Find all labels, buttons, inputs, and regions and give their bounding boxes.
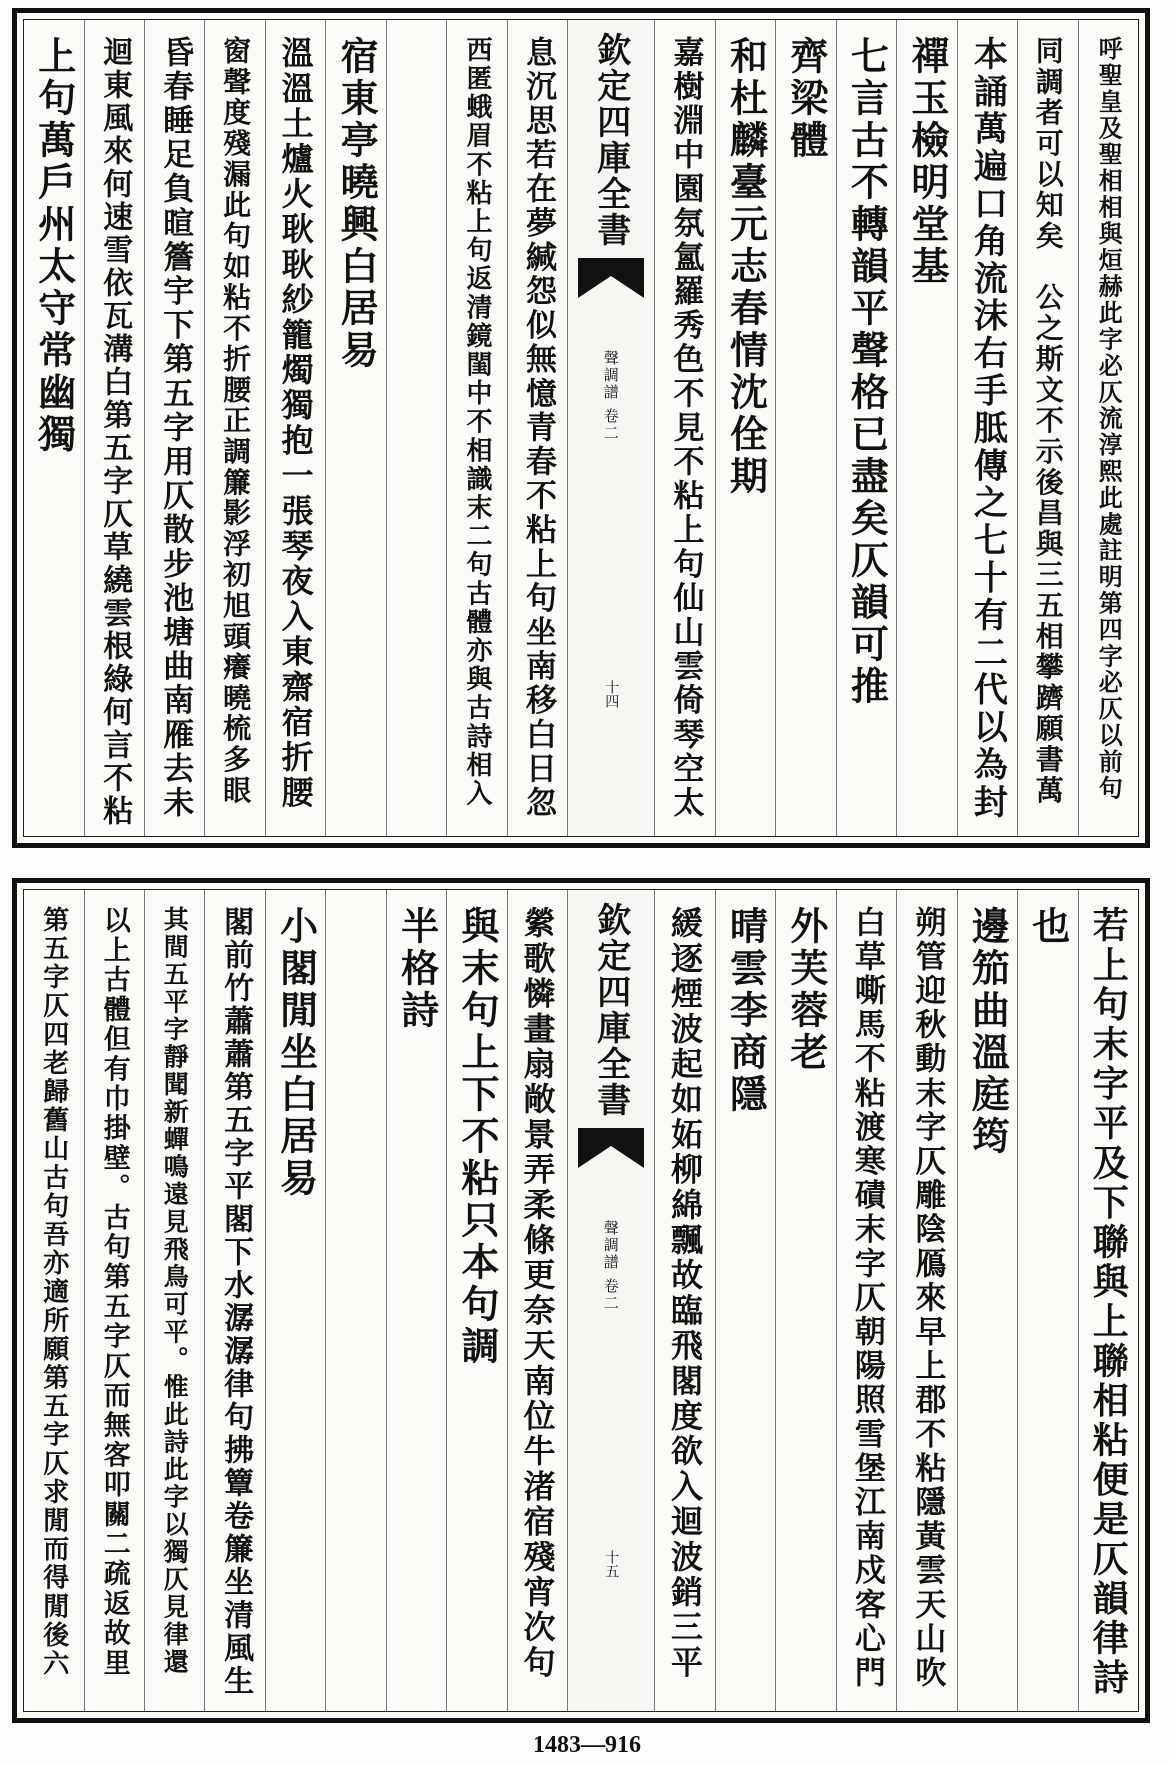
text-column bbox=[446, 890, 506, 1711]
fishtail-mark-icon bbox=[578, 258, 644, 298]
text-column bbox=[144, 20, 204, 836]
text-column bbox=[1017, 890, 1077, 1711]
column-text: 閣前竹蕭蕭第五字平閣下水潺潺律句拂簟卷簾坐清風生 bbox=[218, 906, 254, 1698]
text-column bbox=[325, 890, 385, 1711]
text-column bbox=[204, 20, 264, 836]
text-column bbox=[386, 890, 446, 1711]
column-text: 宿東亭曉興白居易 bbox=[334, 36, 380, 372]
column-text: 迴東風來何速雪依瓦溝白第五字仄草繞雲根綠何言不粘 bbox=[97, 36, 133, 828]
text-column bbox=[24, 890, 83, 1711]
column-text: 緩逐煙波起如妬柳綿飄故臨飛閣度欲入迴波銷三平 bbox=[665, 906, 704, 1681]
text-column bbox=[896, 890, 956, 1711]
text-column bbox=[957, 20, 1017, 836]
text-column bbox=[265, 20, 325, 836]
column-text: 窗聲度殘漏此句如粘不折腰正調簾影浮初旭頭癢曉梳多眼 bbox=[219, 36, 253, 806]
text-column bbox=[386, 20, 446, 836]
text-column bbox=[775, 890, 835, 1711]
column-text: 本誦萬遍口角流沫右手胝傳之七十有二代以為封 bbox=[967, 36, 1008, 822]
text-column bbox=[1078, 890, 1138, 1711]
column-text: 以上古體但有巾掛壁。古句第五字仄而無客叩關二疏返故里 bbox=[98, 906, 130, 1679]
volume-label: 聲調譜 卷二 bbox=[601, 350, 620, 442]
text-column bbox=[144, 890, 204, 1711]
text-column bbox=[715, 20, 775, 836]
text-column bbox=[836, 20, 896, 836]
text-column bbox=[654, 20, 714, 836]
column-text: 同調者可以知矣 公之斯文不示後昌與三五相攀躋願書萬 bbox=[1031, 36, 1065, 806]
center-fold-column bbox=[567, 20, 654, 836]
center-fold-column bbox=[567, 890, 654, 1711]
column-text: 呼聖皇及聖相相與烜赫此字必仄流淳熙此處註明第四字必仄以前句 bbox=[1094, 36, 1124, 802]
upper-page bbox=[12, 8, 1150, 848]
column-text: 邊笳曲溫庭筠 bbox=[965, 906, 1011, 1158]
text-column bbox=[265, 890, 325, 1711]
column-text: 禪玉檢明堂基 bbox=[904, 36, 950, 288]
book-title: 欽定四庫全書 bbox=[590, 902, 631, 1118]
column-text: 和杜麟臺元志春情沈佺期 bbox=[723, 36, 769, 498]
column-text: 也 bbox=[1025, 906, 1071, 948]
text-column bbox=[84, 20, 144, 836]
column-text: 嘉樹淵中園氛氳羅秀色不見不粘上句仙山雲倚琴空太 bbox=[667, 36, 704, 821]
column-text: 息沉思若在夢緘怨似無憶青春不粘上句坐南移白日忽 bbox=[520, 36, 557, 821]
text-column bbox=[204, 890, 264, 1711]
page-footer-id: 1483—916 bbox=[533, 1732, 641, 1758]
text-column bbox=[775, 20, 835, 836]
column-text: 晴雲李商隱 bbox=[723, 906, 769, 1116]
column-text: 第五字仄四老歸舊山古句吾亦適所願第五字仄求閒而得閒後六 bbox=[38, 906, 69, 1679]
page-number: 十四 bbox=[603, 680, 620, 708]
upper-page-columns bbox=[24, 20, 1138, 836]
text-column bbox=[24, 20, 83, 836]
column-text: 七言古不轉韻平聲格已盡矣仄韻可推 bbox=[844, 36, 890, 708]
column-text: 與末句上下不粘只本句調 bbox=[455, 906, 501, 1368]
text-column bbox=[957, 890, 1017, 1711]
text-column bbox=[836, 890, 896, 1711]
volume-label: 聲調譜 卷二 bbox=[601, 1220, 620, 1312]
page-number: 十五 bbox=[603, 1550, 620, 1578]
column-text: 上句萬戶州太守常幽獨 bbox=[31, 36, 77, 456]
lower-page bbox=[12, 878, 1150, 1723]
column-text: 半格詩 bbox=[394, 906, 440, 1032]
text-column bbox=[1078, 20, 1138, 836]
text-column bbox=[325, 20, 385, 836]
column-text: 溫溫土爐火耿耿紗籠燭獨抱一張琴夜入東齋宿折腰 bbox=[276, 36, 315, 811]
column-text: 其間五平字靜聞新蟬鳴遠見飛鳥可平。惟此詩此字以獨仄見律還 bbox=[160, 906, 190, 1676]
column-text: 昏春睡足負暄簷宇下第五字用仄散步池塘曲南雁去未 bbox=[157, 36, 194, 821]
lower-page-columns bbox=[24, 890, 1138, 1711]
column-text: 縈歌憐畫扇敞景弄柔條更奈天南位牛渚宿殘宵次句 bbox=[518, 906, 557, 1681]
text-column bbox=[507, 890, 567, 1711]
book-title: 欽定四庫全書 bbox=[590, 32, 631, 248]
text-column bbox=[896, 20, 956, 836]
text-column bbox=[715, 890, 775, 1711]
text-column bbox=[84, 890, 144, 1711]
text-column bbox=[446, 20, 506, 836]
column-text: 齊梁體 bbox=[783, 36, 829, 162]
column-text: 朔管迎秋動末字仄雕陰鴈來早上郡不粘隱黃雲天山吹 bbox=[909, 906, 946, 1691]
column-text: 小閣閒坐白居易 bbox=[273, 906, 319, 1200]
upper-page-frame bbox=[23, 19, 1139, 837]
text-column bbox=[507, 20, 567, 836]
text-column bbox=[1017, 20, 1077, 836]
text-column bbox=[654, 890, 714, 1711]
column-text: 西匿蛾眉不粘上句返清鏡閨中不相識末二句古體亦與古詩相入 bbox=[462, 36, 493, 809]
lower-page-frame bbox=[23, 889, 1139, 1712]
column-text: 外芙蓉老 bbox=[783, 906, 829, 1074]
fishtail-mark-icon bbox=[578, 1128, 644, 1168]
column-text: 白草嘶馬不粘渡寒磧末字仄朝陽照雪堡江南戍客心門 bbox=[848, 906, 885, 1691]
column-text: 若上句末字平及下聯與上聯相粘便是仄韻律詩 bbox=[1087, 906, 1130, 1698]
